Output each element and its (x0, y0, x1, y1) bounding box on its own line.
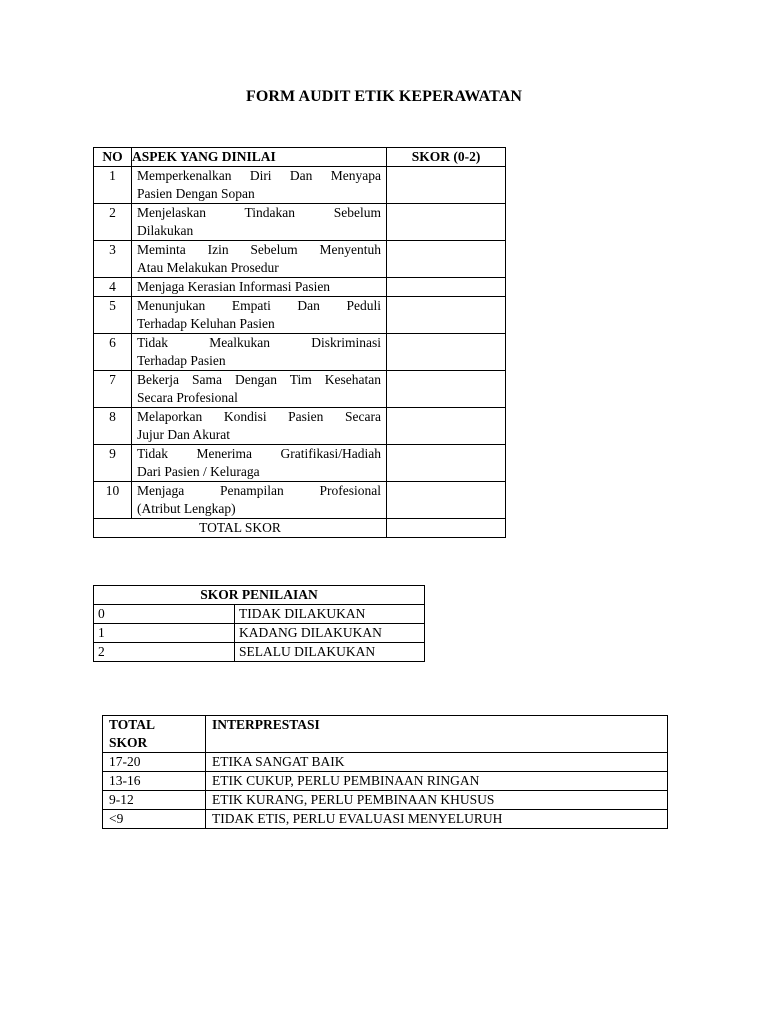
aspek-line: Secara Profesional (137, 390, 238, 405)
aspek-text (132, 167, 387, 204)
aspek-table (93, 147, 506, 538)
aspek-row-10 (94, 482, 506, 519)
row-number: 6 (94, 334, 132, 371)
row-number: 2 (94, 204, 132, 241)
row-number: 7 (94, 371, 132, 408)
header-interpretasi: INTERPRESTASI (206, 716, 668, 753)
skor-label: SELALU DILAKUKAN (235, 643, 425, 662)
aspek-line: Tidak Menerima Gratifikasi/Hadiah (137, 446, 381, 461)
skor-cell[interactable] (387, 241, 506, 278)
header-total-line: SKOR (109, 735, 148, 750)
aspek-row-7 (94, 371, 506, 408)
aspek-text (132, 371, 387, 408)
aspek-text (132, 334, 387, 371)
aspek-line: Meminta Izin Sebelum Menyentuh (137, 242, 381, 257)
skor-cell[interactable] (387, 278, 506, 297)
row-number: 4 (94, 278, 132, 297)
header-no: NO (94, 148, 132, 167)
aspek-line: Atau Melakukan Prosedur (137, 260, 279, 275)
skor-cell[interactable] (387, 371, 506, 408)
aspek-line: Dilakukan (137, 223, 194, 238)
interp-row (103, 791, 668, 810)
skor-cell[interactable] (387, 445, 506, 482)
skor-cell[interactable] (387, 167, 506, 204)
row-number: 10 (94, 482, 132, 519)
interp-header-row (103, 716, 668, 753)
aspek-line: Terhadap Pasien (137, 353, 226, 368)
score-range: 17-20 (103, 753, 206, 772)
header-total-line: TOTAL (109, 717, 156, 732)
skor-cell[interactable] (387, 408, 506, 445)
interp-row (103, 810, 668, 829)
skor-cell[interactable] (387, 482, 506, 519)
header-aspek: ASPEK YANG DINILAI (132, 148, 387, 167)
aspek-line: (Atribut Lengkap) (137, 501, 236, 516)
skor-cell[interactable] (387, 204, 506, 241)
aspek-text (132, 408, 387, 445)
aspek-row-1 (94, 167, 506, 204)
aspek-row-2 (94, 204, 506, 241)
aspek-row-9 (94, 445, 506, 482)
total-skor-row (94, 519, 506, 538)
header-total-skor (103, 716, 206, 753)
aspek-line: Tidak Mealkukan Diskriminasi (137, 335, 381, 350)
row-number: 3 (94, 241, 132, 278)
skor-label: KADANG DILAKUKAN (235, 624, 425, 643)
aspek-row-8 (94, 408, 506, 445)
score-range: <9 (103, 810, 206, 829)
aspek-row-5 (94, 297, 506, 334)
interp-row (103, 772, 668, 791)
aspek-line: Bekerja Sama Dengan Tim Kesehatan (137, 372, 381, 387)
aspek-line: Pasien Dengan Sopan (137, 186, 255, 201)
aspek-line: Dari Pasien / Keluraga (137, 464, 260, 479)
total-skor-cell[interactable] (387, 519, 506, 538)
interp-row (103, 753, 668, 772)
aspek-line: Memperkenalkan Diri Dan Menyapa (137, 168, 381, 183)
skor-penilaian-header: SKOR PENILAIAN (94, 586, 425, 605)
form-title: FORM AUDIT ETIK KEPERAWATAN (245, 88, 523, 105)
aspek-line: Menjaga Kerasian Informasi Pasien (137, 279, 331, 294)
header-skor: SKOR (0-2) (387, 148, 506, 167)
interpretasi-table (102, 715, 668, 829)
aspek-line: Terhadap Keluhan Pasien (137, 316, 275, 331)
row-number: 8 (94, 408, 132, 445)
aspek-line: Menjelaskan Tindakan Sebelum (137, 205, 381, 220)
aspek-text (132, 445, 387, 482)
aspek-line: Menjaga Penampilan Profesional (137, 483, 381, 498)
skor-value: 0 (94, 605, 235, 624)
aspek-row-3 (94, 241, 506, 278)
aspek-text (132, 278, 387, 297)
skor-row (94, 624, 425, 643)
aspek-line: Menunjukan Empati Dan Peduli (137, 298, 381, 313)
skor-label: TIDAK DILAKUKAN (235, 605, 425, 624)
interp-text: ETIKA SANGAT BAIK (206, 753, 668, 772)
aspek-header-row (94, 148, 506, 167)
aspek-text (132, 241, 387, 278)
skor-row (94, 643, 425, 662)
aspek-line: Melaporkan Kondisi Pasien Secara (137, 409, 381, 424)
score-range: 13-16 (103, 772, 206, 791)
skor-value: 2 (94, 643, 235, 662)
aspek-row-6 (94, 334, 506, 371)
interp-text: TIDAK ETIS, PERLU EVALUASI MENYELURUH (206, 810, 668, 829)
row-number: 9 (94, 445, 132, 482)
score-range: 9-12 (103, 791, 206, 810)
skor-cell[interactable] (387, 297, 506, 334)
row-number: 5 (94, 297, 132, 334)
skor-cell[interactable] (387, 334, 506, 371)
row-number: 1 (94, 167, 132, 204)
total-skor-label: TOTAL SKOR (94, 519, 387, 538)
skor-header-row (94, 586, 425, 605)
aspek-text (132, 482, 387, 519)
skor-value: 1 (94, 624, 235, 643)
interp-text: ETIK CUKUP, PERLU PEMBINAAN RINGAN (206, 772, 668, 791)
aspek-line: Jujur Dan Akurat (137, 427, 230, 442)
aspek-row-4 (94, 278, 506, 297)
aspek-text (132, 297, 387, 334)
aspek-text (132, 204, 387, 241)
skor-penilaian-table (93, 585, 425, 662)
skor-row (94, 605, 425, 624)
interp-text: ETIK KURANG, PERLU PEMBINAAN KHUSUS (206, 791, 668, 810)
